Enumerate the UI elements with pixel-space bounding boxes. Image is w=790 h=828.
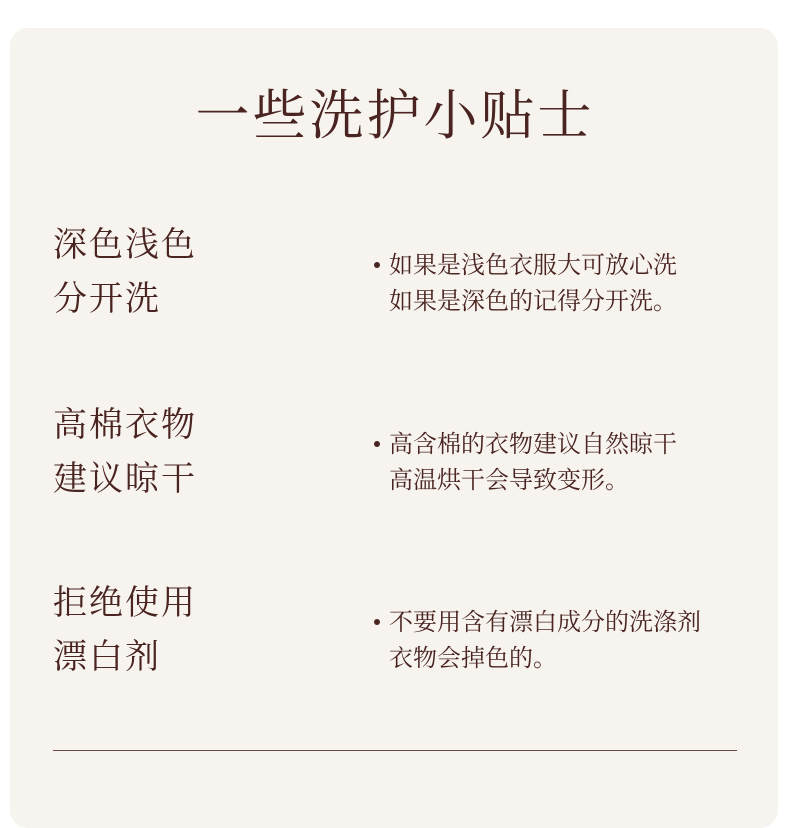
bullet-dot-icon: [374, 262, 380, 268]
tip-body-text: 如果是深色的记得分开洗。: [389, 287, 677, 315]
bullet-dot-icon: [374, 619, 380, 625]
tip-body-text: 如果是浅色衣服大可放心洗: [389, 251, 677, 279]
tip-heading-line: 高棉衣物: [53, 405, 197, 445]
tip-body-line: [374, 462, 754, 498]
page-title: 一些洗护小贴士: [195, 84, 595, 147]
tip-body-text: 不要用含有漂白成分的洗涤剂: [389, 608, 701, 636]
tip-body-text: 高温烘干会导致变形。: [389, 466, 629, 494]
bottom-divider: [53, 750, 737, 751]
tip-body-high-cotton: [374, 426, 754, 498]
tip-heading-line: 分开洗: [53, 279, 161, 319]
tip-heading-line: 漂白剂: [53, 637, 161, 677]
tip-body-line: [374, 247, 754, 283]
tip-body-text: 衣物会掉色的。: [389, 644, 557, 672]
tip-heading-line: 建议晾干: [53, 459, 197, 499]
tip-heading-line: 深色浅色: [53, 225, 197, 265]
bullet-dot-icon: [374, 441, 380, 447]
tip-body-text: 高含棉的衣物建议自然晾干: [389, 430, 677, 458]
tip-heading-line: 拒绝使用: [53, 583, 197, 623]
tip-body-no-bleach: [374, 604, 754, 676]
tip-heading-high-cotton: [53, 398, 253, 506]
tip-body-dark-light-separate: [374, 247, 754, 319]
tip-heading-dark-light-separate: [53, 218, 253, 326]
tip-body-line: [374, 283, 754, 319]
tip-body-line: [374, 604, 754, 640]
tip-body-line: [374, 426, 754, 462]
tip-heading-no-bleach: [53, 576, 253, 684]
tip-body-line: [374, 640, 754, 676]
